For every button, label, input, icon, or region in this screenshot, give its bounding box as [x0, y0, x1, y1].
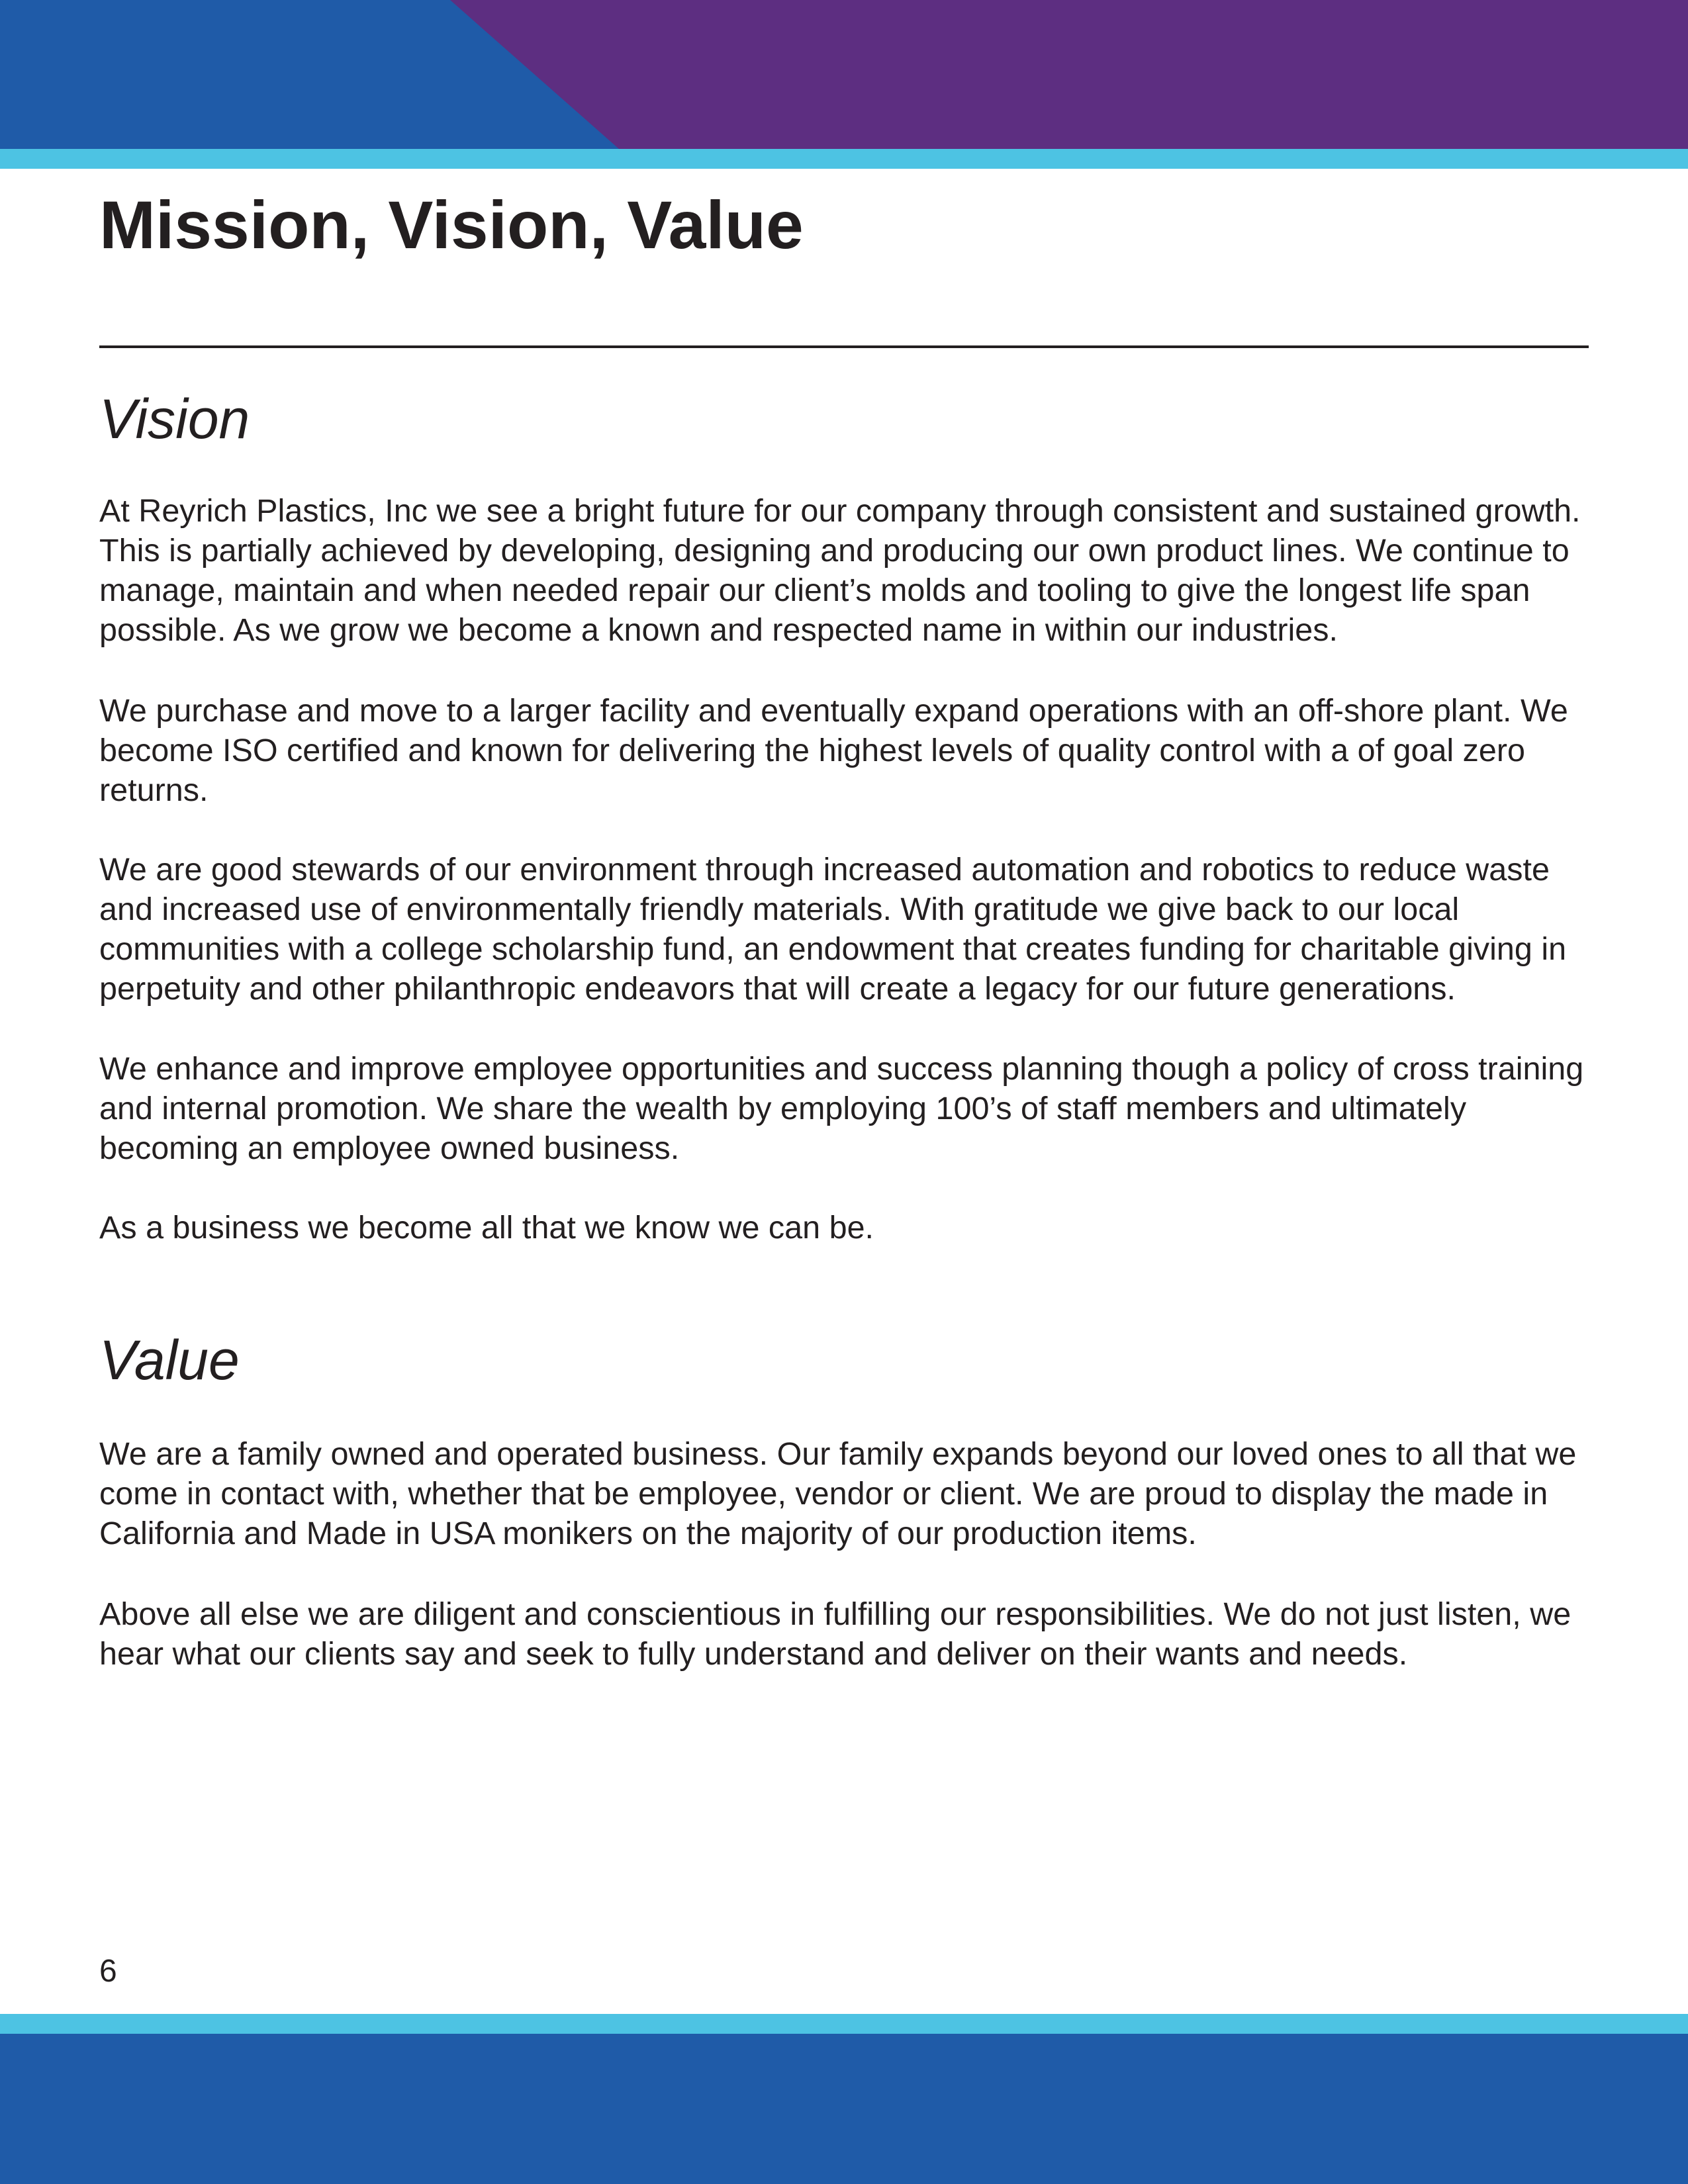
value-paragraph: We are a family owned and operated business. Our family expands beyond our loved ones to all that we come in contact with, whether that be employee, vendor or client. We are proud to display the made in California and Made in USA monikers on the majority of our production items.	[99, 1436, 1577, 1551]
title-divider	[99, 345, 1589, 348]
vision-paragraph: At Reyrich Plastics, Inc we see a bright future for our company through consistent and sustained growth. This is partially achieved by developing, designing and producing our own product lines. We continue to manage, maintain and when needed repair our client’s molds and tooling to give the longest life span possible. As we grow we become a known and respected name in within our industries.	[99, 493, 1581, 648]
page-number: 6	[99, 1954, 117, 1989]
value-heading: Value	[99, 1329, 240, 1391]
value-paragraph: Above all else we are diligent and conscientious in fulfilling our responsibilities. We do not just listen, we hear what our clients say and seek to fully understand and deliver on their wants and needs.	[99, 1596, 1571, 1672]
vision-heading: Vision	[99, 388, 250, 450]
vision-paragraph: We are good stewards of our environment through increased automation and robotics to reduce waste and increased use of environmentally friendly materials. With gratitude we give back to our local communities with a college scholarship fund, an endowment that creates funding for charitable giving in perpetuity and other philanthropic endeavors that will create a legacy for our future generations.	[99, 852, 1567, 1007]
vision-paragraph: We enhance and improve employee opportunities and success planning though a policy of cross training and internal promotion. We share the wealth by employing 100’s of staff members and ultimately becoming an employee owned business.	[99, 1051, 1584, 1166]
vision-paragraph: As a business we become all that we know we can be.	[99, 1210, 874, 1246]
page-title: Mission, Vision, Value	[99, 187, 804, 263]
footer-band	[0, 2034, 1688, 2184]
header-accent-stripe	[0, 149, 1688, 169]
header-blue-triangle	[0, 0, 1688, 149]
vision-paragraph: We purchase and move to a larger facility and eventually expand operations with an off-shore plant. We become ISO certified and known for delivering the highest levels of quality control with a of goal zero returns.	[99, 693, 1568, 808]
footer-accent-stripe	[0, 2014, 1688, 2034]
